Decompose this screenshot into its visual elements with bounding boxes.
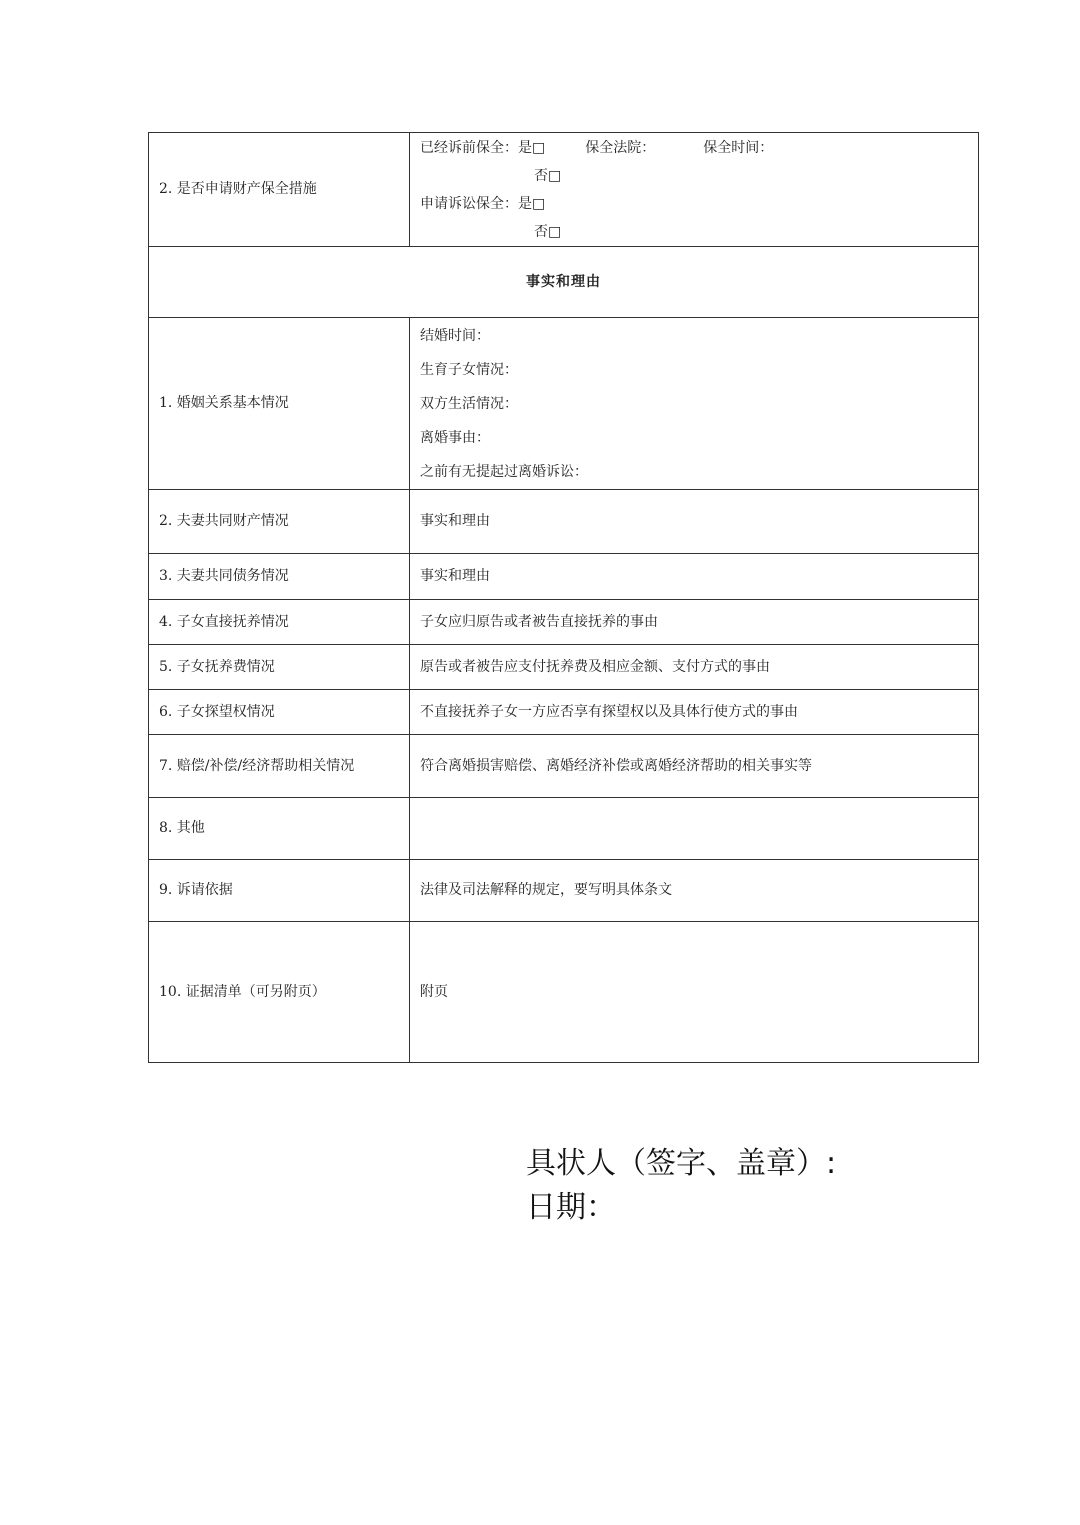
section-header-row [149,247,979,318]
row-value[interactable]: 符合离婚损害赔偿、离婚经济补偿或离婚经济帮助的相关事实等 [410,735,979,798]
date-line: 日期： [526,1190,616,1225]
marriage-details [410,318,979,490]
marriage-line: 生育子女情况： [420,361,518,378]
row-value[interactable]: 原告或者被告应支付抚养费及相应金额、支付方式的事由 [410,645,979,690]
row-label: 2. 夫妻共同财产情况 [149,490,410,554]
form-row [149,600,979,645]
time-label: 保全时间： [703,139,774,156]
form-row [149,645,979,690]
litigation-label: 申请诉讼保全： [420,195,518,212]
row-value[interactable]: 不直接抚养子女一方应否享有探望权以及具体行使方式的事由 [410,690,979,735]
marriage-line: 结婚时间： [420,327,490,344]
form-row [149,490,979,554]
preservation-options [410,133,979,247]
prelitigation-line [420,134,968,162]
row-label: 7. 赔偿/补偿/经济帮助相关情况 [149,735,410,798]
form-row [149,554,979,600]
prelitigation-yes-checkbox[interactable]: 是□ [518,139,546,156]
preservation-row [149,133,979,247]
prelitigation-no-line [420,162,968,190]
signature-block [526,1142,836,1230]
row-label: 6. 子女探望权情况 [149,690,410,735]
row-value[interactable]: 子女应归原告或者被告直接抚养的事由 [410,600,979,645]
complaint-form-table [148,132,979,1063]
marriage-line: 离婚事由： [420,429,490,446]
form-row [149,735,979,798]
row-label: 9. 诉请依据 [149,860,410,922]
row-label: 3. 夫妻共同债务情况 [149,554,410,600]
form-row [149,690,979,735]
litigation-no-checkbox[interactable]: 否□ [534,223,562,240]
form-row [149,798,979,860]
row-value[interactable]: 附页 [410,922,979,1063]
marriage-line: 之前有无提起过离婚诉讼： [420,463,588,480]
section-title: 事实和理由 [149,247,979,318]
row-value[interactable]: 法律及司法解释的规定，要写明具体条文 [410,860,979,922]
row-value[interactable]: 事实和理由 [410,490,979,554]
signer-line: 具状人（签字、盖章）: [526,1146,837,1181]
form-row [149,922,979,1063]
preservation-label: 2. 是否申请财产保全措施 [149,133,410,247]
marriage-line: 双方生活情况： [420,395,518,412]
litigation-yes-checkbox[interactable]: 是□ [518,195,546,212]
form-row [149,860,979,922]
row-value[interactable] [410,798,979,860]
litigation-line [420,190,968,218]
marriage-label: 1. 婚姻关系基本情况 [149,318,410,490]
prelitigation-label: 已经诉前保全： [420,139,518,156]
row-label: 4. 子女直接抚养情况 [149,600,410,645]
row-label: 8. 其他 [149,798,410,860]
litigation-no-line [420,218,968,246]
court-label: 保全法院： [585,139,656,156]
marriage-row [149,318,979,490]
row-label: 5. 子女抚养费情况 [149,645,410,690]
row-label: 10. 证据清单（可另附页） [149,922,410,1063]
prelitigation-no-checkbox[interactable]: 否□ [534,167,562,184]
row-value[interactable]: 事实和理由 [410,554,979,600]
